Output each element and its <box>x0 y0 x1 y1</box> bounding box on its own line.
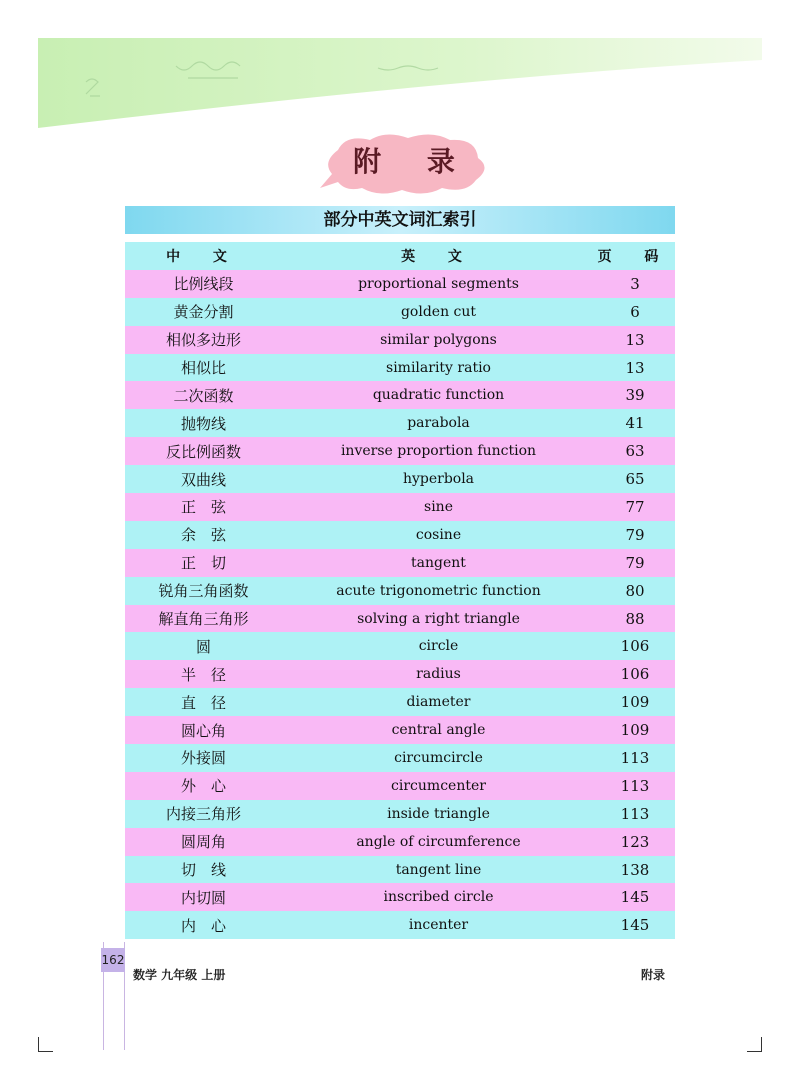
cell-chinese: 余 弦 <box>125 521 282 549</box>
cell-english: circle <box>282 632 595 660</box>
cell-chinese: 锐角三角函数 <box>125 577 282 605</box>
cell-chinese: 半 径 <box>125 660 282 688</box>
cell-english: tangent line <box>282 856 595 884</box>
cell-chinese: 二次函数 <box>125 381 282 409</box>
cell-english: quadratic function <box>282 381 595 409</box>
cell-english: inscribed circle <box>282 883 595 911</box>
page-number-badge: 162 <box>101 948 125 972</box>
cell-page: 106 <box>595 632 675 660</box>
cell-english: golden cut <box>282 298 595 326</box>
table-row <box>125 409 675 437</box>
cell-page: 3 <box>595 270 675 298</box>
cell-english: similarity ratio <box>282 354 595 382</box>
header-english: 英 文 <box>282 242 595 270</box>
cell-chinese: 切 线 <box>125 856 282 884</box>
cell-page: 63 <box>595 437 675 465</box>
cell-page: 39 <box>595 381 675 409</box>
table-row <box>125 493 675 521</box>
table-body <box>125 270 675 939</box>
cell-english: acute trigonometric function <box>282 577 595 605</box>
cell-page: 13 <box>595 354 675 382</box>
cell-page: 88 <box>595 605 675 633</box>
cell-chinese: 圆 <box>125 632 282 660</box>
cell-chinese: 内 心 <box>125 911 282 939</box>
cell-chinese: 正 切 <box>125 549 282 577</box>
cell-english: hyperbola <box>282 465 595 493</box>
table-row <box>125 660 675 688</box>
cell-page: 123 <box>595 828 675 856</box>
cell-english: circumcircle <box>282 744 595 772</box>
cell-chinese: 圆心角 <box>125 716 282 744</box>
table-row <box>125 521 675 549</box>
cell-chinese: 反比例函数 <box>125 437 282 465</box>
cell-page: 145 <box>595 911 675 939</box>
table-header-row <box>125 242 675 270</box>
cell-english: inverse proportion function <box>282 437 595 465</box>
table-row <box>125 688 675 716</box>
cell-page: 106 <box>595 660 675 688</box>
cell-chinese: 比例线段 <box>125 270 282 298</box>
page-title: 附 录 <box>353 145 473 178</box>
table-row <box>125 465 675 493</box>
cell-chinese: 正 弦 <box>125 493 282 521</box>
table-row <box>125 577 675 605</box>
table-row <box>125 632 675 660</box>
table-row <box>125 883 675 911</box>
cell-chinese: 双曲线 <box>125 465 282 493</box>
table-row <box>125 800 675 828</box>
header-chinese: 中 文 <box>125 242 282 270</box>
cell-page: 80 <box>595 577 675 605</box>
table-row <box>125 772 675 800</box>
table-row <box>125 381 675 409</box>
cell-page: 79 <box>595 521 675 549</box>
table-row <box>125 744 675 772</box>
footer-section: 附录 <box>641 968 666 982</box>
cell-english: proportional segments <box>282 270 595 298</box>
table-row <box>125 549 675 577</box>
cell-english: diameter <box>282 688 595 716</box>
cell-page: 138 <box>595 856 675 884</box>
cell-chinese: 相似比 <box>125 354 282 382</box>
cell-chinese: 抛物线 <box>125 409 282 437</box>
cell-english: radius <box>282 660 595 688</box>
cell-english: central angle <box>282 716 595 744</box>
cell-page: 109 <box>595 688 675 716</box>
cell-page: 145 <box>595 883 675 911</box>
crop-mark-bottom-left <box>38 1037 53 1052</box>
cell-page: 109 <box>595 716 675 744</box>
cell-chinese: 黄金分割 <box>125 298 282 326</box>
cell-english: tangent <box>282 549 595 577</box>
cell-chinese: 外 心 <box>125 772 282 800</box>
table-row <box>125 437 675 465</box>
cell-chinese: 内接三角形 <box>125 800 282 828</box>
cell-chinese: 相似多边形 <box>125 326 282 354</box>
table-row <box>125 298 675 326</box>
table-row <box>125 270 675 298</box>
cell-page: 79 <box>595 549 675 577</box>
vocabulary-table <box>125 242 675 939</box>
cell-page: 113 <box>595 744 675 772</box>
crop-mark-bottom-right <box>747 1037 762 1052</box>
cell-chinese: 圆周角 <box>125 828 282 856</box>
cell-english: inside triangle <box>282 800 595 828</box>
table-row <box>125 354 675 382</box>
header-page: 页 码 <box>595 242 675 270</box>
cell-english: similar polygons <box>282 326 595 354</box>
footer-book-title: 数学 九年级 上册 <box>133 968 226 982</box>
cell-english: incenter <box>282 911 595 939</box>
cell-chinese: 解直角三角形 <box>125 605 282 633</box>
table-row <box>125 911 675 939</box>
cell-page: 6 <box>595 298 675 326</box>
cell-english: parabola <box>282 409 595 437</box>
cell-page: 113 <box>595 800 675 828</box>
table-row <box>125 326 675 354</box>
header-banner <box>38 38 762 130</box>
cell-english: angle of circumference <box>282 828 595 856</box>
cell-english: solving a right triangle <box>282 605 595 633</box>
cell-page: 65 <box>595 465 675 493</box>
cell-chinese: 内切圆 <box>125 883 282 911</box>
cell-page: 13 <box>595 326 675 354</box>
table-row <box>125 716 675 744</box>
cell-english: sine <box>282 493 595 521</box>
cell-page: 41 <box>595 409 675 437</box>
cell-chinese: 直 径 <box>125 688 282 716</box>
table-row <box>125 856 675 884</box>
table-row <box>125 828 675 856</box>
cell-page: 77 <box>595 493 675 521</box>
cell-chinese: 外接圆 <box>125 744 282 772</box>
cell-english: cosine <box>282 521 595 549</box>
table-row <box>125 605 675 633</box>
section-subtitle: 部分中英文词汇索引 <box>125 206 675 234</box>
cell-page: 113 <box>595 772 675 800</box>
cell-english: circumcenter <box>282 772 595 800</box>
